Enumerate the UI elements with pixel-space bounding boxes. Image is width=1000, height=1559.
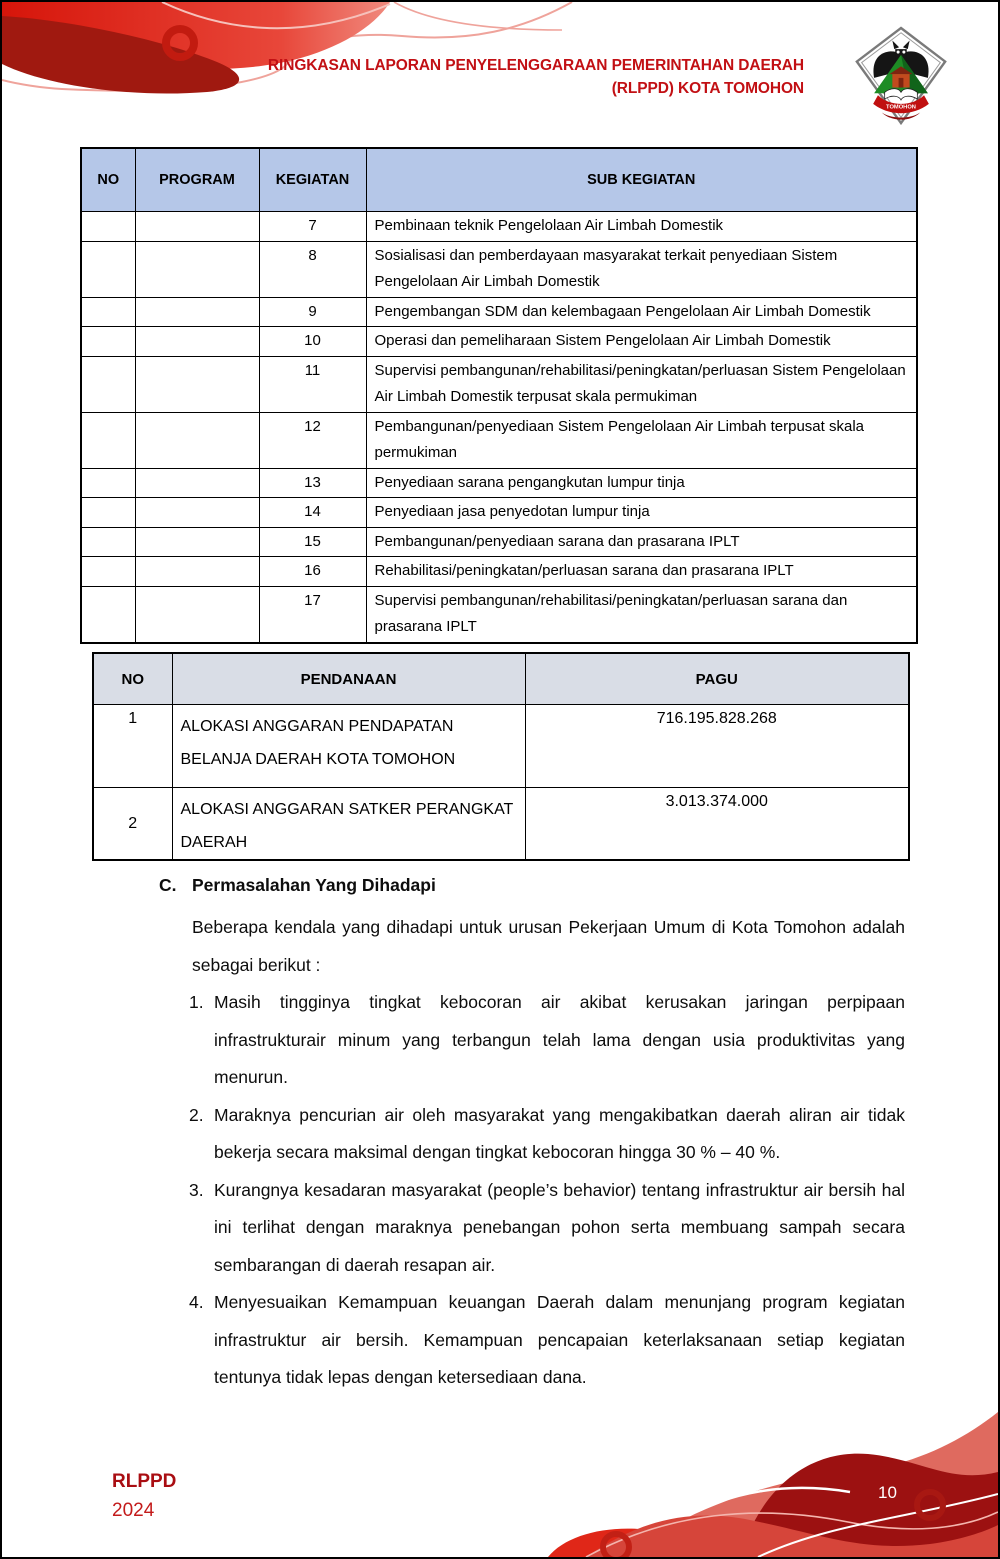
funding-table-header-row xyxy=(93,653,909,705)
section-label: C. xyxy=(159,875,177,895)
cell-program xyxy=(135,586,259,643)
cell-kegiatan: 7 xyxy=(259,212,366,242)
funding-table-header-pagu: PAGU xyxy=(525,653,909,705)
list-item-number: 4. xyxy=(189,1292,204,1312)
cell-program xyxy=(135,356,259,412)
cell-program xyxy=(135,212,259,242)
cell-sub-kegiatan: Sosialisasi dan pemberdayaan masyarakat terkait penyediaan Sistem Pengelolaan Air Limbah Domestik xyxy=(366,241,917,297)
program-table-header-no: NO xyxy=(81,148,135,212)
cell-no: 2 xyxy=(93,788,172,861)
cell-no xyxy=(81,412,135,468)
cell-no xyxy=(81,327,135,357)
cell-sub-kegiatan: Pembangunan/penyediaan sarana dan prasarana IPLT xyxy=(366,527,917,557)
table-row xyxy=(93,788,909,861)
cell-pendanaan: ALOKASI ANGGARAN SATKER PERANGKAT DAERAH xyxy=(172,788,525,861)
program-table-header-program: PROGRAM xyxy=(135,148,259,212)
footer-year: 2024 xyxy=(112,1500,155,1521)
program-table-header-kegiatan: KEGIATAN xyxy=(259,148,366,212)
section-intro-paragraph: Beberapa kendala yang dihadapi untuk urusan Pekerjaan Umum di Kota Tomohon adalah sebagai berikut : xyxy=(192,917,905,975)
cell-sub-kegiatan: Pengembangan SDM dan kelembagaan Pengelolaan Air Limbah Domestik xyxy=(366,297,917,327)
table-row xyxy=(81,241,917,297)
list-item xyxy=(159,1172,905,1285)
footer-doc-label: RLPPD xyxy=(112,1471,177,1492)
page-number: 10 xyxy=(878,1483,897,1502)
cell-no xyxy=(81,527,135,557)
cell-sub-kegiatan: Penyediaan sarana pengangkutan lumpur tinja xyxy=(366,468,917,498)
list-item-number: 3. xyxy=(189,1179,204,1200)
cell-sub-kegiatan: Supervisi pembangunan/rehabilitasi/peningkatan/perluasan Sistem Pengelolaan Air Limbah Domestik terpusat skala permukiman xyxy=(366,356,917,412)
section-heading xyxy=(159,871,905,899)
list-item-text: Kurangnya kesadaran masyarakat (people’s behavior) tentang infrastruktur air bersih hal ini terlihat dengan maraknya penebangan pohon serta membuang sampah secara sembarangan di daerah resapan air. xyxy=(214,1179,905,1275)
bottom-right-red-wave-decoration xyxy=(528,1372,998,1557)
cell-no xyxy=(81,212,135,242)
cell-program xyxy=(135,327,259,357)
cell-program xyxy=(135,412,259,468)
tomohon-city-emblem-icon xyxy=(853,25,949,127)
list-item-text: Masih tingginya tingkat kebocoran air akibat kerusakan jaringan perpipaan infrastrukturair minum yang terbangun telah lama dengan usia produktivitas yang menurun. xyxy=(214,992,905,1087)
table-row xyxy=(81,527,917,557)
emblem-banner-text: TOMOHON xyxy=(886,104,916,111)
funding-table-header-pendanaan: PENDANAAN xyxy=(172,653,525,705)
cell-kegiatan: 16 xyxy=(259,557,366,587)
cell-no xyxy=(81,586,135,643)
cell-no xyxy=(81,241,135,297)
table-row xyxy=(81,297,917,327)
list-item-text: Menyesuaikan Kemampuan keuangan Daerah dalam menunjang program kegiatan infrastruktur air bersih. Kemampuan pencapaian keterlaksanaan setiap kegiatan tentunya tidak lepas dengan ketersediaan dana. xyxy=(214,1292,905,1387)
cell-program xyxy=(135,297,259,327)
list-item xyxy=(159,1097,905,1172)
table-row xyxy=(93,705,909,788)
cell-kegiatan: 8 xyxy=(259,241,366,297)
cell-kegiatan: 12 xyxy=(259,412,366,468)
cell-kegiatan: 10 xyxy=(259,327,366,357)
list-item-number: 1. xyxy=(189,992,204,1012)
table-row xyxy=(81,356,917,412)
cell-program xyxy=(135,557,259,587)
list-item xyxy=(159,984,905,1097)
cell-no: 1 xyxy=(93,705,172,788)
cell-sub-kegiatan: Operasi dan pemeliharaan Sistem Pengelolaan Air Limbah Domestik xyxy=(366,327,917,357)
header-title-line1: RINGKASAN LAPORAN PENYELENGGARAAN PEMERINTAHAN DAERAH xyxy=(267,57,804,74)
table-row xyxy=(81,498,917,528)
cell-kegiatan: 9 xyxy=(259,297,366,327)
program-table-header-row xyxy=(81,148,917,212)
cell-kegiatan: 14 xyxy=(259,498,366,528)
cell-pagu: 3.013.374.000 xyxy=(525,788,909,861)
header-title-line2: (RLPPD) KOTA TOMOHON xyxy=(611,79,804,97)
section-permasalahan xyxy=(159,871,905,1397)
funding-table-header-no: NO xyxy=(93,653,172,705)
cell-no xyxy=(81,297,135,327)
cell-sub-kegiatan: Supervisi pembangunan/rehabilitasi/peningkatan/perluasan sarana dan prasarana IPLT xyxy=(366,586,917,643)
cell-pagu: 716.195.828.268 xyxy=(525,705,909,788)
cell-no xyxy=(81,356,135,412)
table-row xyxy=(81,468,917,498)
cell-program xyxy=(135,527,259,557)
funding-table xyxy=(92,652,910,861)
cell-kegiatan: 17 xyxy=(259,586,366,643)
cell-kegiatan: 11 xyxy=(259,356,366,412)
table-row xyxy=(81,212,917,242)
cell-program xyxy=(135,241,259,297)
cell-sub-kegiatan: Rehabilitasi/peningkatan/perluasan sarana dan prasarana IPLT xyxy=(366,557,917,587)
table-row xyxy=(81,586,917,643)
cell-sub-kegiatan: Penyediaan jasa penyedotan lumpur tinja xyxy=(366,498,917,528)
cell-kegiatan: 13 xyxy=(259,468,366,498)
section-heading-text: Permasalahan Yang Dihadapi xyxy=(192,875,436,895)
cell-pendanaan: ALOKASI ANGGARAN PENDAPATAN BELANJA DAERAH KOTA TOMOHON xyxy=(172,705,525,788)
cell-no xyxy=(81,468,135,498)
cell-program xyxy=(135,468,259,498)
cell-sub-kegiatan: Pembinaan teknik Pengelolaan Air Limbah Domestik xyxy=(366,212,917,242)
list-item-number: 2. xyxy=(189,1104,204,1125)
cell-sub-kegiatan: Pembangunan/penyediaan Sistem Pengelolaan Air Limbah terpusat skala permukiman xyxy=(366,412,917,468)
table-row xyxy=(81,557,917,587)
cell-no xyxy=(81,557,135,587)
cell-no xyxy=(81,498,135,528)
program-table xyxy=(80,147,918,644)
program-table-header-sub-kegiatan: SUB KEGIATAN xyxy=(366,148,917,212)
table-row xyxy=(81,412,917,468)
cell-kegiatan: 15 xyxy=(259,527,366,557)
list-item-text: Maraknya pencurian air oleh masyarakat yang mengakibatkan daerah aliran air tidak bekerja secara maksimal dengan tingkat kebocoran hingga 30 % – 40 %. xyxy=(214,1104,905,1162)
document-header-title xyxy=(242,55,804,100)
cell-program xyxy=(135,498,259,528)
table-row xyxy=(81,327,917,357)
